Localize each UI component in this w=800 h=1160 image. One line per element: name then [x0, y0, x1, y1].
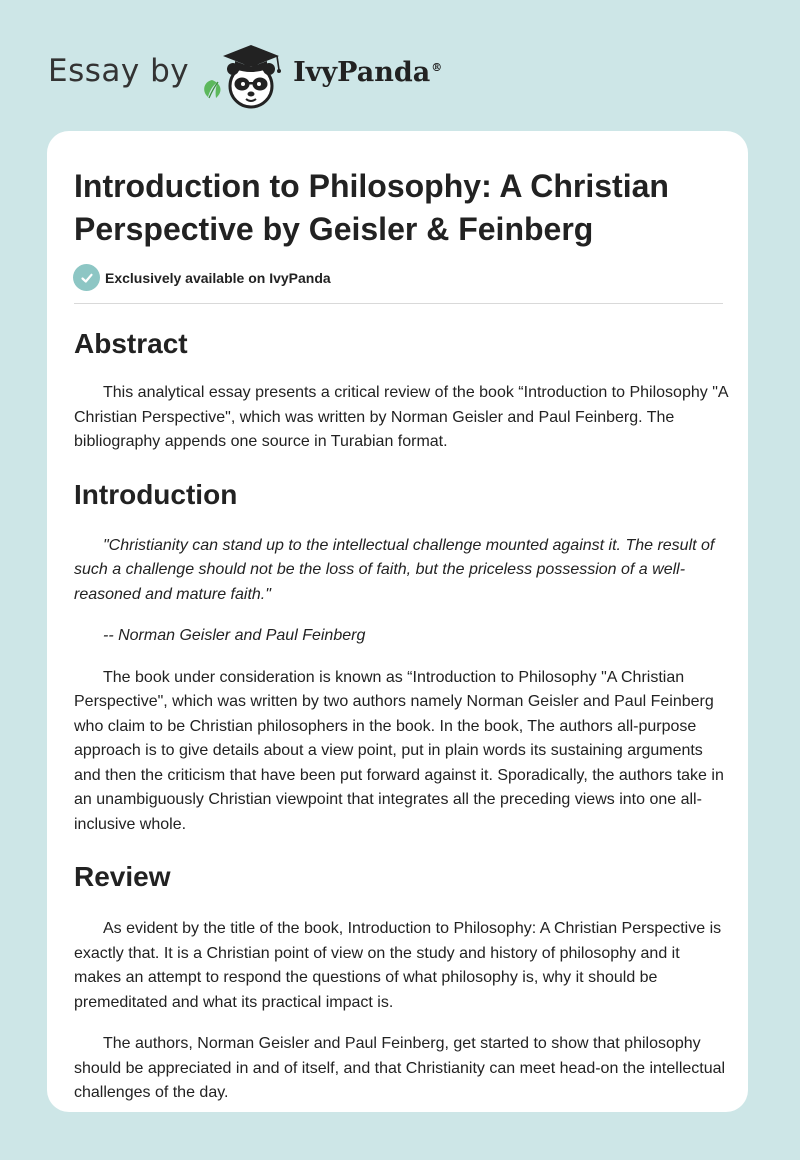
intro-quote: "Christianity can stand up to the intellectual challenge mounted against it. The result of such a challenge should not be the loss of faith, but the priceless possession of a well-reasoned and mature faith." — [74, 536, 715, 603]
brand-name[interactable] — [293, 57, 442, 88]
quote-attribution: -- Norman Geisler and Paul Feinberg — [103, 627, 366, 644]
divider — [74, 303, 723, 304]
page-title: Introduction to Philosophy: A Christian Perspective by Geisler & Feinberg — [74, 168, 669, 247]
site-header — [48, 36, 442, 110]
panda-logo-icon[interactable] — [199, 36, 291, 110]
review-paragraph-1: As evident by the title of the book, Introduction to Philosophy: A Christian Perspective is exactly that. It is a Christian point of view on the study and history of philosophy and it makes an attempt to respond the questions of what philosophy is, why it should be premeditated and what its practical impact is. — [74, 920, 722, 1011]
essay-by-label: Essay by — [48, 53, 190, 89]
check-icon — [73, 264, 100, 291]
section-heading-abstract: Abstract — [74, 328, 188, 359]
essay-card — [47, 131, 748, 1112]
section-heading-review: Review — [74, 861, 171, 892]
brand-name-text: IvyPanda — [293, 56, 431, 88]
exclusive-label: Exclusively available on IvyPanda — [105, 269, 331, 286]
review-paragraph-2: The authors, Norman Geisler and Paul Feinberg, get started to show that philosophy should be appreciated in and of itself, and that Christianity can meet head-on the intellectual challenges of the day. — [74, 1035, 726, 1101]
essay-body — [74, 324, 729, 1106]
section-heading-introduction: Introduction — [74, 478, 238, 510]
abstract-paragraph: This analytical essay presents a critical review of the book “Introduction to Philosophy "A Christian Perspective", which was written by Norman Geisler and Paul Feinberg. The bibliography appends one source in Turabian format. — [74, 384, 728, 450]
exclusive-badge — [73, 264, 331, 291]
intro-paragraph: The book under consideration is known as “Introduction to Philosophy "A Christian Perspective", which was written by two authors namely Norman Geisler and Paul Feinberg who claim to be Christian philosophers in the book. In the book, The authors all-purpose approach is to give details about a view point, put in plain words its sustaining arguments and then the criticism that have been put forward against it. Sporadically, the authors take in an unambiguously Christian viewpoint that integrates all the preceding views into one all-inclusive whole. — [74, 668, 724, 833]
registered-mark: ® — [431, 60, 443, 74]
